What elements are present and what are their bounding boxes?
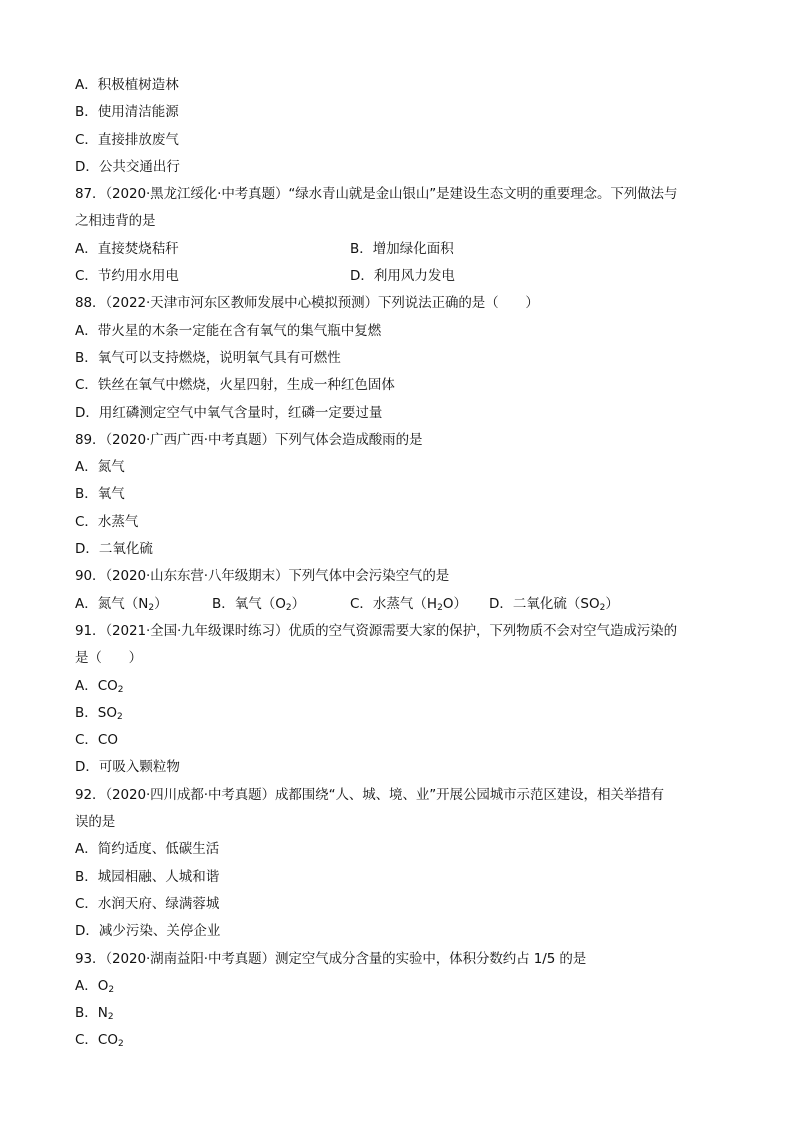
q91-option-a-text: A．CO <box>75 677 118 694</box>
q90-option-d-subscript: 2 <box>599 602 606 613</box>
q88-option-b: B．氧气可以支持燃烧，说明氧气具有可燃性 <box>75 349 341 366</box>
q90-option-a-end: ） <box>154 595 168 612</box>
q93-option-b-text: B．N <box>75 1005 108 1022</box>
q90-option-b-text: B．氧气（O <box>212 595 286 612</box>
q90-option-a-text: A．氮气（N <box>75 595 149 612</box>
q92-stem-line-1: 92．（2020·四川成都·中考真题）成都围绕“人、城、境、业”开展公园城市示范区建设，相关举措有 <box>75 786 664 803</box>
q93-option-c-subscript: 2 <box>117 1039 124 1050</box>
exam-page <box>75 72 725 1055</box>
q87-option-d: D．利用风力发电 <box>350 268 455 285</box>
q86-option-c: C．直接排放废气 <box>75 131 179 148</box>
q92-stem-line-2: 误的是 <box>75 814 116 831</box>
q86-option-d: D．公共交通出行 <box>75 158 180 175</box>
q87-stem-line-2: 之相违背的是 <box>75 213 156 230</box>
q92-option-a: A．简约适度、低碳生活 <box>75 841 220 858</box>
q86-option-a: A．积极植树造林 <box>75 77 179 93</box>
q91-option-c: C．CO <box>75 732 118 749</box>
q87-stem-line-1: 87．（2020·黑龙江绥化·中考真题）“绿水青山就是金山银山”是建设生态文明的重要理念。下列做法与 <box>75 186 678 203</box>
q91-option-d: D．可吸入颗粒物 <box>75 759 180 776</box>
q90-option-c-subscript: 2 <box>437 602 443 613</box>
q91-option-a-subscript: 2 <box>117 684 124 695</box>
q93-option-a-text: A．O <box>75 977 109 994</box>
q88-stem: 88．（2022·天津市河东区教师发展中心模拟预测）下列说法正确的是（ ） <box>75 295 539 312</box>
q89-stem: 89．（2020·广西广西·中考真题）下列气体会造成酸雨的是 <box>75 431 423 448</box>
q89-option-d: D．二氧化硫 <box>75 541 153 558</box>
q90-option-c-end: O） <box>442 595 467 612</box>
q89-option-b: B．氧气 <box>75 486 125 503</box>
q91-option-b-text: B．SO <box>75 704 117 721</box>
q92-option-d: D．减少污染、关停企业 <box>75 923 221 940</box>
q90-option-d <box>489 591 619 618</box>
q88-option-a: A．带火星的木条一定能在含有氧气的集气瓶中复燃 <box>75 322 382 339</box>
q93-option-b <box>75 1000 725 1027</box>
q86-option-b: B．使用清洁能源 <box>75 104 179 121</box>
q91-stem-line-2: 是（ ） <box>75 650 142 667</box>
q89-option-a: A．氮气 <box>75 459 125 476</box>
q90-option-c <box>350 591 489 618</box>
q87-option-a: A．直接焚烧秸秆 <box>75 240 179 257</box>
q88-option-c: C．铁丝在氧气中燃烧，火星四射，生成一种红色固体 <box>75 377 395 394</box>
q93-option-c-text: C．CO <box>75 1032 118 1049</box>
q91-option-a <box>75 673 725 700</box>
q90-option-d-end: ） <box>605 595 619 612</box>
q91-option-b-subscript: 2 <box>116 711 123 722</box>
q90-option-c-text: C．水蒸气（H <box>350 595 438 612</box>
q90-option-b-end: ） <box>291 595 306 612</box>
q91-option-b <box>75 700 725 727</box>
q93-stem: 93．（2020·湖南益阳·中考真题）测定空气成分含量的实验中，体积分数约占 1/5 的是 <box>75 950 587 967</box>
q90-option-a-subscript: 2 <box>148 602 155 613</box>
q90-option-d-text: D．二氧化硫（SO <box>489 595 600 612</box>
q93-option-a <box>75 973 725 1000</box>
q87-options-row-1 <box>75 236 725 263</box>
q91-stem-line-1: 91．（2021·全国·九年级课时练习）优质的空气资源需要大家的保护，下列物质不会对空气造成污染的 <box>75 622 677 639</box>
q87-options-row-2 <box>75 263 725 290</box>
q88-option-d: D．用红磷测定空气中氧气含量时，红磷一定要过量 <box>75 404 383 421</box>
q90-option-a <box>75 591 212 618</box>
q93-option-b-subscript: 2 <box>107 1012 114 1023</box>
q93-option-a-subscript: 2 <box>108 984 115 995</box>
q92-option-c: C．水润天府、绿满蓉城 <box>75 895 220 912</box>
q87-option-b: B．增加绿化面积 <box>350 240 454 257</box>
q90-option-b <box>212 591 350 618</box>
q92-option-b: B．城园相融、人城和谐 <box>75 868 220 885</box>
q89-option-c: C．水蒸气 <box>75 513 139 530</box>
q93-option-c <box>75 1027 725 1054</box>
q87-option-c: C．节约用水用电 <box>75 268 179 285</box>
q90-stem: 90．（2020·山东东营·八年级期末）下列气体中会污染空气的是 <box>75 568 450 585</box>
q90-options-row <box>75 591 725 618</box>
q90-option-b-subscript: 2 <box>285 602 292 613</box>
